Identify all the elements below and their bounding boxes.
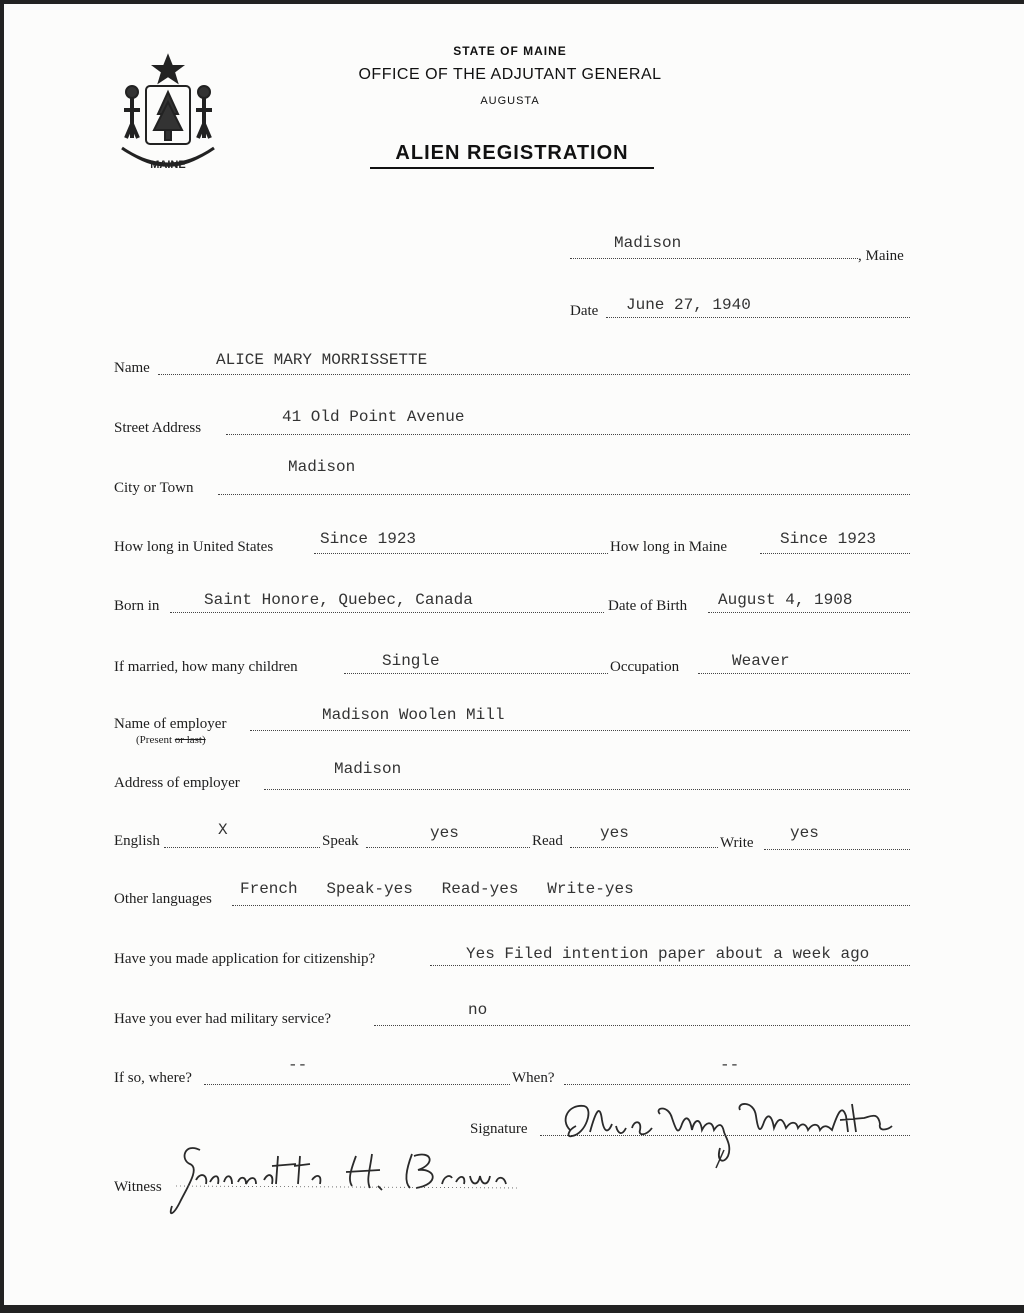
seal-text: MAINE: [150, 159, 186, 171]
english-line: [164, 847, 320, 848]
write-line: [764, 849, 910, 850]
dob-label: Date of Birth: [608, 598, 688, 614]
speak-label: Speak: [322, 833, 359, 849]
employer-sublabel-present: (Present: [136, 734, 173, 746]
military-line: [374, 1025, 910, 1026]
speak-value: yes: [430, 824, 459, 842]
date-label: Date: [570, 303, 599, 319]
write-label: Write: [720, 835, 754, 851]
city-value: Madison: [288, 458, 356, 476]
signature-handwriting: [556, 1090, 956, 1170]
when-line: [564, 1084, 910, 1085]
occupation-value: Weaver: [732, 652, 790, 670]
employer-address-line: [264, 789, 910, 790]
date-line: [606, 317, 910, 318]
speak-line: [366, 847, 530, 848]
citizenship-value: Yes Filed intention paper about a week ago: [466, 945, 870, 963]
when-value: --: [720, 1056, 740, 1074]
scan-border-bottom: [0, 1305, 1024, 1313]
born-value: Saint Honore, Quebec, Canada: [204, 591, 473, 609]
english-label: English: [114, 833, 160, 849]
state-heading: STATE OF MAINE: [453, 44, 567, 58]
military-value: no: [468, 1001, 488, 1019]
read-line: [570, 847, 718, 848]
name-value: ALICE MARY MORRISSETTE: [216, 351, 428, 369]
occupation-line: [698, 673, 910, 674]
us-duration-value: Since 1923: [320, 530, 417, 548]
street-label: Street Address: [114, 420, 202, 436]
maine-state-seal-icon: [112, 52, 224, 184]
street-value: 41 Old Point Avenue: [282, 408, 465, 426]
name-line: [158, 374, 910, 375]
occupation-label: Occupation: [610, 659, 680, 675]
dob-value: August 4, 1908: [718, 591, 853, 609]
office-heading: OFFICE OF THE ADJUTANT GENERAL: [358, 66, 662, 83]
place-value: Madison: [614, 234, 682, 252]
employer-label: Name of employer: [114, 716, 227, 732]
born-label: Born in: [114, 598, 160, 614]
other-languages-label: Other languages: [114, 891, 212, 907]
read-label: Read: [532, 833, 563, 849]
military-label: Have you ever had military service?: [114, 1011, 331, 1027]
maine-duration-label: How long in Maine: [610, 539, 728, 555]
employer-address-value: Madison: [334, 760, 402, 778]
employer-line: [250, 730, 910, 731]
witness-handwriting: [160, 1136, 570, 1226]
employer-sublabel-or-last: or last): [174, 734, 206, 746]
citizenship-label: Have you made application for citizenship?: [114, 951, 376, 967]
date-value: June 27, 1940: [626, 296, 751, 314]
english-value: X: [218, 821, 228, 839]
us-duration-line: [314, 553, 608, 554]
maine-duration-line: [760, 553, 910, 554]
children-line: [344, 673, 608, 674]
where-label: If so, where?: [114, 1070, 192, 1086]
citizenship-line: [430, 965, 910, 966]
witness-label: Witness: [114, 1179, 162, 1195]
form-title: ALIEN REGISTRATION: [370, 142, 654, 169]
signature-label: Signature: [470, 1121, 528, 1137]
employer-address-label: Address of employer: [114, 775, 240, 791]
read-value: yes: [600, 824, 629, 842]
street-line: [226, 434, 910, 435]
where-line: [204, 1084, 510, 1085]
us-duration-label: How long in United States: [114, 539, 274, 555]
place-suffix: , Maine: [858, 248, 904, 264]
born-line: [170, 612, 604, 613]
children-label: If married, how many children: [114, 659, 298, 675]
city-line: [218, 494, 910, 495]
scan-border-left: [0, 0, 4, 1313]
employer-value: Madison Woolen Mill: [322, 706, 505, 724]
children-value: Single: [382, 652, 440, 670]
dob-line: [708, 612, 910, 613]
other-languages-line: [232, 905, 910, 906]
city-label: City or Town: [114, 480, 194, 496]
scan-border-top: [0, 0, 1024, 4]
name-label: Name: [114, 360, 150, 376]
other-languages-value: French Speak-yes Read-yes Write-yes: [240, 880, 634, 898]
write-value: yes: [790, 824, 819, 842]
place-line: [570, 258, 858, 259]
city-heading: AUGUSTA: [480, 95, 540, 107]
where-value: --: [288, 1056, 308, 1074]
employer-sublabel: [136, 734, 206, 746]
maine-duration-value: Since 1923: [780, 530, 877, 548]
when-label: When?: [512, 1070, 555, 1086]
